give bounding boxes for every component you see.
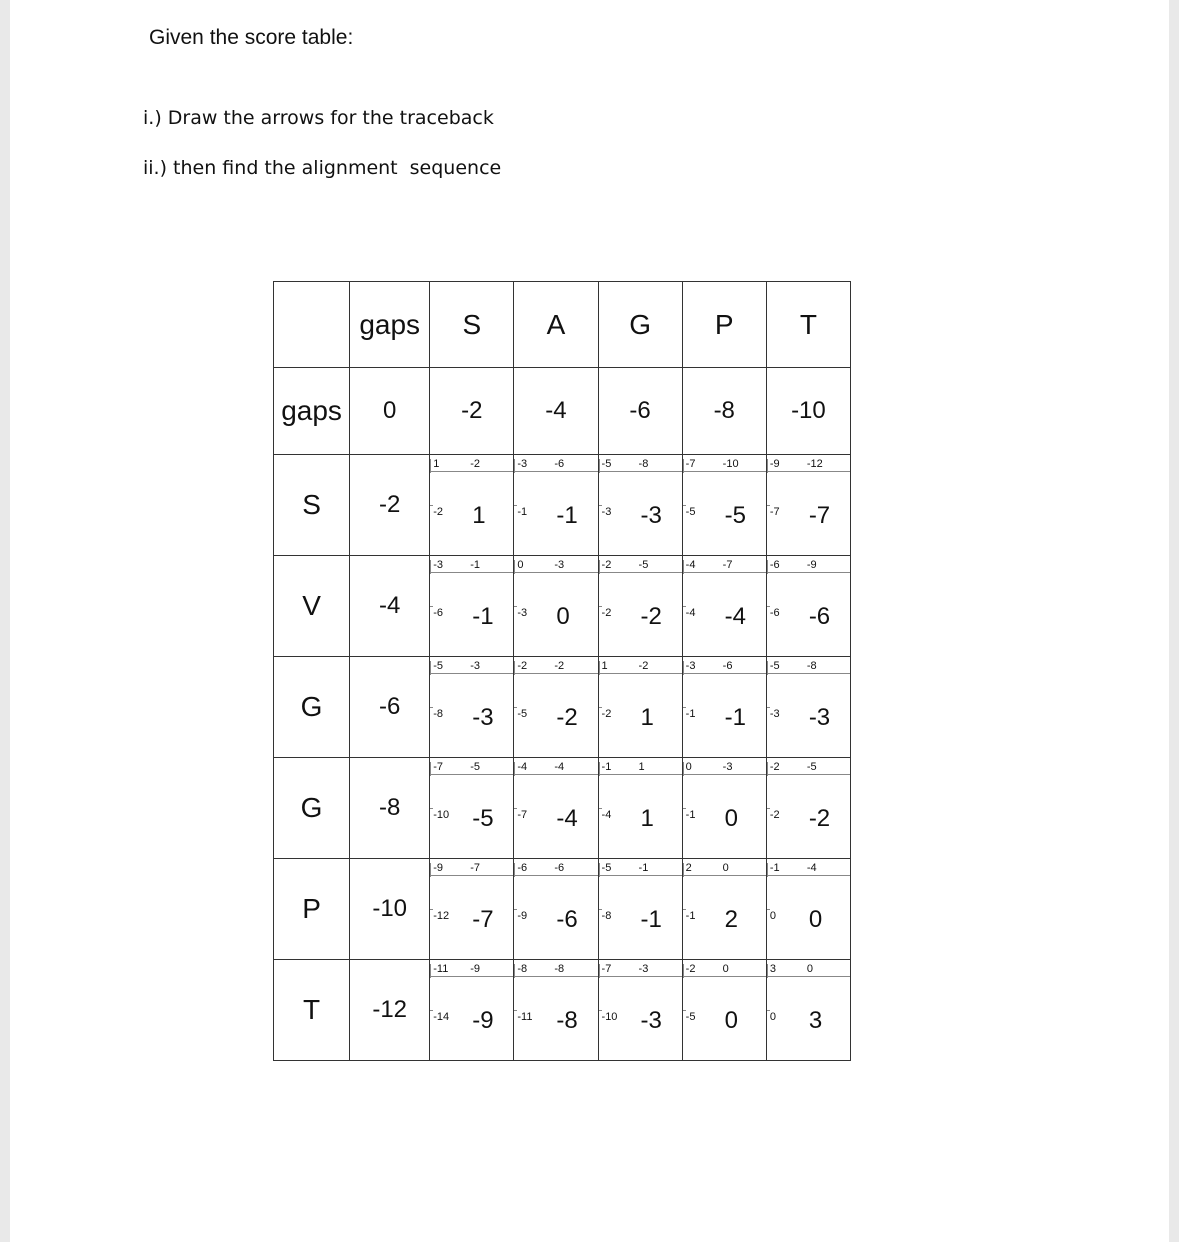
gap-score: -2 bbox=[379, 491, 401, 518]
cell-score: -3 bbox=[808, 704, 831, 731]
score-cell bbox=[598, 758, 682, 859]
left-candidate: -1 bbox=[517, 506, 528, 518]
diag-candidate: -6 bbox=[517, 862, 528, 874]
cell-candidates-bar bbox=[599, 861, 682, 876]
left-candidate: -12 bbox=[433, 910, 450, 922]
gap-row-cell bbox=[598, 368, 682, 455]
cell-candidates-bar bbox=[767, 457, 850, 472]
divider bbox=[683, 661, 684, 675]
divider bbox=[767, 762, 768, 776]
cell-score: -3 bbox=[640, 1007, 662, 1034]
left-candidate: -3 bbox=[769, 708, 780, 720]
up-candidate: -4 bbox=[806, 862, 817, 874]
cell-candidates-bar bbox=[514, 457, 597, 472]
up-candidate: -9 bbox=[806, 559, 817, 571]
diag-candidate: -2 bbox=[769, 761, 780, 773]
row-header-label: T bbox=[303, 994, 321, 1025]
up-candidate: -6 bbox=[554, 458, 565, 470]
question-2 bbox=[143, 157, 501, 179]
row-header-label: S bbox=[302, 489, 321, 520]
left-candidate: -14 bbox=[433, 1011, 450, 1023]
up-candidate: -7 bbox=[722, 559, 733, 571]
score-cell bbox=[514, 960, 598, 1061]
cell-candidates-bar bbox=[683, 962, 766, 977]
cell-score: -1 bbox=[724, 704, 747, 731]
diag-candidate: -7 bbox=[433, 761, 444, 773]
diag-candidate: 0 bbox=[517, 559, 524, 571]
score-cell bbox=[598, 960, 682, 1061]
up-candidate: -2 bbox=[554, 660, 565, 672]
diag-candidate: 0 bbox=[685, 761, 692, 773]
diag-candidate: -7 bbox=[685, 458, 696, 470]
col-header bbox=[514, 282, 598, 368]
divider bbox=[430, 560, 431, 574]
left-candidate: 0 bbox=[769, 1011, 776, 1023]
cell-score: 3 bbox=[808, 1007, 823, 1034]
score-cell bbox=[766, 859, 850, 960]
left-candidate: -3 bbox=[517, 607, 528, 619]
divider bbox=[514, 964, 515, 978]
up-candidate: -6 bbox=[554, 862, 565, 874]
divider bbox=[599, 964, 600, 978]
cell-score: 1 bbox=[472, 502, 486, 529]
up-candidate: -3 bbox=[470, 660, 481, 672]
up-candidate: -9 bbox=[470, 963, 481, 975]
col-header bbox=[682, 282, 766, 368]
score-cell bbox=[682, 859, 766, 960]
cell-score: -2 bbox=[808, 805, 831, 832]
cell-candidates-bar bbox=[683, 558, 766, 573]
diag-candidate: -5 bbox=[769, 660, 780, 672]
score-cell bbox=[682, 960, 766, 1061]
row-header-label: P bbox=[302, 893, 321, 924]
score-cell bbox=[682, 556, 766, 657]
cell-score: 0 bbox=[724, 1007, 739, 1034]
score-cell bbox=[766, 758, 850, 859]
cell-score: -3 bbox=[472, 704, 494, 731]
score-cell bbox=[514, 859, 598, 960]
col-header bbox=[350, 282, 430, 368]
cell-candidates-bar bbox=[767, 760, 850, 775]
score-cell bbox=[766, 556, 850, 657]
score-cell bbox=[598, 859, 682, 960]
gap-col-cell bbox=[350, 556, 430, 657]
cell-candidates-bar bbox=[430, 861, 513, 876]
up-candidate: 0 bbox=[722, 963, 729, 975]
divider bbox=[430, 661, 431, 675]
row-header bbox=[274, 368, 350, 455]
col-header-label: gaps bbox=[359, 308, 421, 340]
divider bbox=[767, 964, 768, 978]
row-header bbox=[274, 758, 350, 859]
up-candidate: -7 bbox=[470, 862, 481, 874]
up-candidate: -2 bbox=[470, 458, 481, 470]
row-header-label: gaps bbox=[281, 395, 342, 426]
question-1: i.) Draw the arrows for the traceback bbox=[143, 107, 494, 129]
left-candidate: -10 bbox=[601, 1011, 618, 1023]
divider bbox=[514, 863, 515, 877]
diag-candidate: -5 bbox=[601, 862, 612, 874]
cell-score: -5 bbox=[724, 502, 747, 529]
gap-col-cell bbox=[350, 657, 430, 758]
left-candidate: -9 bbox=[517, 910, 528, 922]
divider bbox=[683, 459, 684, 473]
cell-candidates-bar bbox=[767, 659, 850, 674]
diag-candidate: -4 bbox=[685, 559, 696, 571]
divider bbox=[683, 964, 684, 978]
divider bbox=[430, 459, 431, 473]
cell-candidates-bar bbox=[599, 659, 682, 674]
score-row bbox=[274, 859, 851, 960]
cell-candidates-bar bbox=[430, 457, 513, 472]
divider bbox=[683, 863, 684, 877]
divider bbox=[767, 560, 768, 574]
question-2-part-b: sequence bbox=[409, 157, 502, 179]
cell-candidates-bar bbox=[683, 457, 766, 472]
cell-candidates-bar bbox=[430, 760, 513, 775]
divider bbox=[514, 762, 515, 776]
cell-candidates-bar bbox=[514, 558, 597, 573]
up-candidate: -10 bbox=[722, 458, 739, 470]
col-header-label: P bbox=[714, 308, 734, 340]
score-row bbox=[274, 556, 851, 657]
left-candidate: -3 bbox=[601, 506, 612, 518]
cell-candidates-bar bbox=[767, 962, 850, 977]
gap-score: -4 bbox=[545, 397, 567, 424]
left-candidate: -7 bbox=[517, 809, 528, 821]
cell-candidates-bar bbox=[599, 760, 682, 775]
score-cell bbox=[430, 859, 514, 960]
cell-candidates-bar bbox=[767, 558, 850, 573]
cell-candidates-bar bbox=[599, 457, 682, 472]
gap-score: -4 bbox=[379, 592, 401, 619]
diag-candidate: 1 bbox=[601, 660, 608, 672]
cell-candidates-bar bbox=[430, 659, 513, 674]
diag-candidate: -11 bbox=[433, 963, 449, 975]
cell-candidates-bar bbox=[430, 962, 513, 977]
gap-col-cell bbox=[350, 455, 430, 556]
divider bbox=[683, 762, 684, 776]
gap-score: -10 bbox=[791, 397, 826, 424]
score-cell bbox=[598, 455, 682, 556]
cell-score: -2 bbox=[640, 603, 662, 630]
up-candidate: 0 bbox=[806, 963, 813, 975]
left-candidate: -5 bbox=[517, 708, 528, 720]
diag-candidate: -8 bbox=[517, 963, 528, 975]
score-cell bbox=[430, 657, 514, 758]
cell-candidates-bar bbox=[514, 861, 597, 876]
col-header-label: T bbox=[799, 308, 817, 340]
cell-score: -1 bbox=[640, 906, 662, 933]
cell-score: -1 bbox=[556, 502, 578, 529]
left-candidate: -11 bbox=[517, 1011, 533, 1023]
row-header bbox=[274, 556, 350, 657]
gap-score: -6 bbox=[379, 693, 401, 720]
divider bbox=[599, 560, 600, 574]
cell-score: 0 bbox=[808, 906, 823, 933]
diag-candidate: -2 bbox=[601, 559, 612, 571]
cell-candidates-bar bbox=[514, 962, 597, 977]
col-header-label: S bbox=[462, 308, 482, 340]
gap-col-cell bbox=[350, 859, 430, 960]
cell-candidates-bar bbox=[683, 861, 766, 876]
diag-candidate: -1 bbox=[769, 862, 780, 874]
up-candidate: -8 bbox=[806, 660, 817, 672]
divider bbox=[430, 964, 431, 978]
score-cell bbox=[514, 657, 598, 758]
gap-score: -12 bbox=[372, 996, 408, 1023]
diag-candidate: 1 bbox=[433, 458, 440, 470]
row-header bbox=[274, 960, 350, 1061]
score-cell bbox=[766, 960, 850, 1061]
diag-candidate: -6 bbox=[769, 559, 780, 571]
header-row bbox=[274, 282, 851, 368]
cell-score: -6 bbox=[556, 906, 578, 933]
left-candidate: -1 bbox=[685, 809, 696, 821]
diag-candidate: 2 bbox=[685, 862, 692, 874]
left-candidate: 0 bbox=[769, 910, 776, 922]
cell-candidates-bar bbox=[514, 659, 597, 674]
up-candidate: -5 bbox=[470, 761, 481, 773]
gap-col-cell bbox=[350, 960, 430, 1061]
score-cell bbox=[514, 556, 598, 657]
cell-score: 1 bbox=[640, 805, 654, 832]
divider bbox=[767, 863, 768, 877]
score-cell bbox=[430, 758, 514, 859]
gap-score: -10 bbox=[372, 895, 408, 922]
gap-row-cell bbox=[350, 368, 430, 455]
score-cell bbox=[514, 758, 598, 859]
left-candidate: -6 bbox=[433, 607, 444, 619]
cell-score: -4 bbox=[556, 805, 578, 832]
score-cell bbox=[430, 960, 514, 1061]
corner-cell bbox=[274, 282, 350, 368]
diag-candidate: -3 bbox=[685, 660, 696, 672]
score-cell bbox=[766, 455, 850, 556]
left-candidate: -7 bbox=[769, 506, 780, 518]
left-candidate: -4 bbox=[601, 809, 612, 821]
row-header-label: G bbox=[300, 792, 323, 823]
left-candidate: -5 bbox=[685, 506, 696, 518]
divider bbox=[430, 863, 431, 877]
diag-candidate: -9 bbox=[769, 458, 780, 470]
cell-score: 1 bbox=[640, 704, 654, 731]
cell-score: -7 bbox=[472, 906, 494, 933]
left-candidate: -8 bbox=[601, 910, 612, 922]
score-cell bbox=[682, 758, 766, 859]
diag-candidate: -9 bbox=[433, 862, 444, 874]
up-candidate: -3 bbox=[554, 559, 565, 571]
cell-score: -3 bbox=[640, 502, 662, 529]
cell-candidates-bar bbox=[683, 760, 766, 775]
left-candidate: -5 bbox=[685, 1011, 696, 1023]
up-candidate: 0 bbox=[722, 862, 729, 874]
up-candidate: -4 bbox=[554, 761, 565, 773]
cell-candidates-bar bbox=[599, 558, 682, 573]
col-header-label: G bbox=[629, 308, 651, 340]
divider bbox=[767, 459, 768, 473]
cell-score: -1 bbox=[472, 603, 494, 630]
gap-row-cell bbox=[682, 368, 766, 455]
up-candidate: -8 bbox=[554, 963, 565, 975]
row-header bbox=[274, 859, 350, 960]
cell-score: -9 bbox=[472, 1007, 494, 1034]
score-row bbox=[274, 960, 851, 1061]
up-candidate: -1 bbox=[638, 862, 649, 874]
score-cell bbox=[598, 556, 682, 657]
divider bbox=[599, 762, 600, 776]
question-2-part-a: ii.) then find the alignment bbox=[143, 157, 398, 179]
divider bbox=[683, 560, 684, 574]
gap-col-cell bbox=[350, 758, 430, 859]
up-candidate: -6 bbox=[722, 660, 733, 672]
up-candidate: 1 bbox=[638, 761, 645, 773]
up-candidate: -1 bbox=[470, 559, 481, 571]
row-header bbox=[274, 657, 350, 758]
diag-candidate: -4 bbox=[517, 761, 528, 773]
left-candidate: -2 bbox=[769, 809, 780, 821]
cell-score: -6 bbox=[808, 603, 831, 630]
cell-candidates-bar bbox=[767, 861, 850, 876]
score-cell bbox=[682, 657, 766, 758]
gap-row-cell bbox=[514, 368, 598, 455]
left-candidate: -2 bbox=[601, 607, 612, 619]
divider bbox=[430, 762, 431, 776]
score-table bbox=[273, 281, 851, 1061]
col-header bbox=[598, 282, 682, 368]
left-candidate: -4 bbox=[685, 607, 696, 619]
diag-candidate: -1 bbox=[601, 761, 612, 773]
score-cell bbox=[682, 455, 766, 556]
gap-score: 0 bbox=[383, 397, 397, 424]
left-candidate: -10 bbox=[433, 809, 450, 821]
row-header bbox=[274, 455, 350, 556]
diag-candidate: -7 bbox=[601, 963, 612, 975]
cell-score: -8 bbox=[556, 1007, 578, 1034]
left-candidate: -8 bbox=[433, 708, 444, 720]
col-header-label: A bbox=[546, 308, 566, 340]
score-cell bbox=[430, 455, 514, 556]
cell-candidates-bar bbox=[430, 558, 513, 573]
row-header-label: G bbox=[300, 691, 323, 722]
gap-score: -2 bbox=[461, 397, 483, 424]
up-candidate: -2 bbox=[638, 660, 649, 672]
up-candidate: -12 bbox=[806, 458, 823, 470]
up-candidate: -3 bbox=[638, 963, 649, 975]
divider bbox=[599, 863, 600, 877]
cell-candidates-bar bbox=[514, 760, 597, 775]
divider bbox=[599, 459, 600, 473]
up-candidate: -3 bbox=[722, 761, 733, 773]
up-candidate: -5 bbox=[638, 559, 649, 571]
score-cell bbox=[598, 657, 682, 758]
diag-candidate: -5 bbox=[433, 660, 444, 672]
up-candidate: -8 bbox=[638, 458, 649, 470]
divider bbox=[767, 661, 768, 675]
cell-score: 0 bbox=[556, 603, 570, 630]
gap-row-cell bbox=[766, 368, 850, 455]
left-candidate: -1 bbox=[685, 708, 696, 720]
score-cell bbox=[766, 657, 850, 758]
cell-candidates-bar bbox=[683, 659, 766, 674]
score-cell bbox=[514, 455, 598, 556]
divider bbox=[599, 661, 600, 675]
left-candidate: -1 bbox=[685, 910, 696, 922]
cell-candidates-bar bbox=[599, 962, 682, 977]
row-header-label: V bbox=[302, 590, 321, 621]
gap-score: -6 bbox=[629, 397, 651, 424]
score-cell bbox=[430, 556, 514, 657]
up-candidate: -5 bbox=[806, 761, 817, 773]
score-row bbox=[274, 758, 851, 859]
divider bbox=[514, 560, 515, 574]
col-header bbox=[766, 282, 850, 368]
cell-score: -7 bbox=[808, 502, 831, 529]
cell-score: -2 bbox=[556, 704, 578, 731]
left-candidate: -2 bbox=[433, 506, 444, 518]
cell-score: 0 bbox=[724, 805, 739, 832]
divider bbox=[514, 661, 515, 675]
diag-candidate: 3 bbox=[769, 963, 776, 975]
score-row bbox=[274, 657, 851, 758]
score-row bbox=[274, 455, 851, 556]
left-candidate: -6 bbox=[769, 607, 780, 619]
gap-row-cell bbox=[430, 368, 514, 455]
gap-score: -8 bbox=[379, 794, 401, 821]
diag-candidate: -2 bbox=[517, 660, 528, 672]
gap-row bbox=[274, 368, 851, 455]
diag-candidate: -3 bbox=[433, 559, 444, 571]
diag-candidate: -3 bbox=[517, 458, 528, 470]
divider bbox=[514, 459, 515, 473]
page-heading: Given the score table: bbox=[149, 26, 354, 49]
cell-score: -4 bbox=[724, 603, 747, 630]
col-header bbox=[430, 282, 514, 368]
diag-candidate: -2 bbox=[685, 963, 696, 975]
left-candidate: -2 bbox=[601, 708, 612, 720]
cell-score: -5 bbox=[472, 805, 494, 832]
cell-score: 2 bbox=[724, 906, 739, 933]
gap-score: -8 bbox=[713, 397, 735, 424]
diag-candidate: -5 bbox=[601, 458, 612, 470]
